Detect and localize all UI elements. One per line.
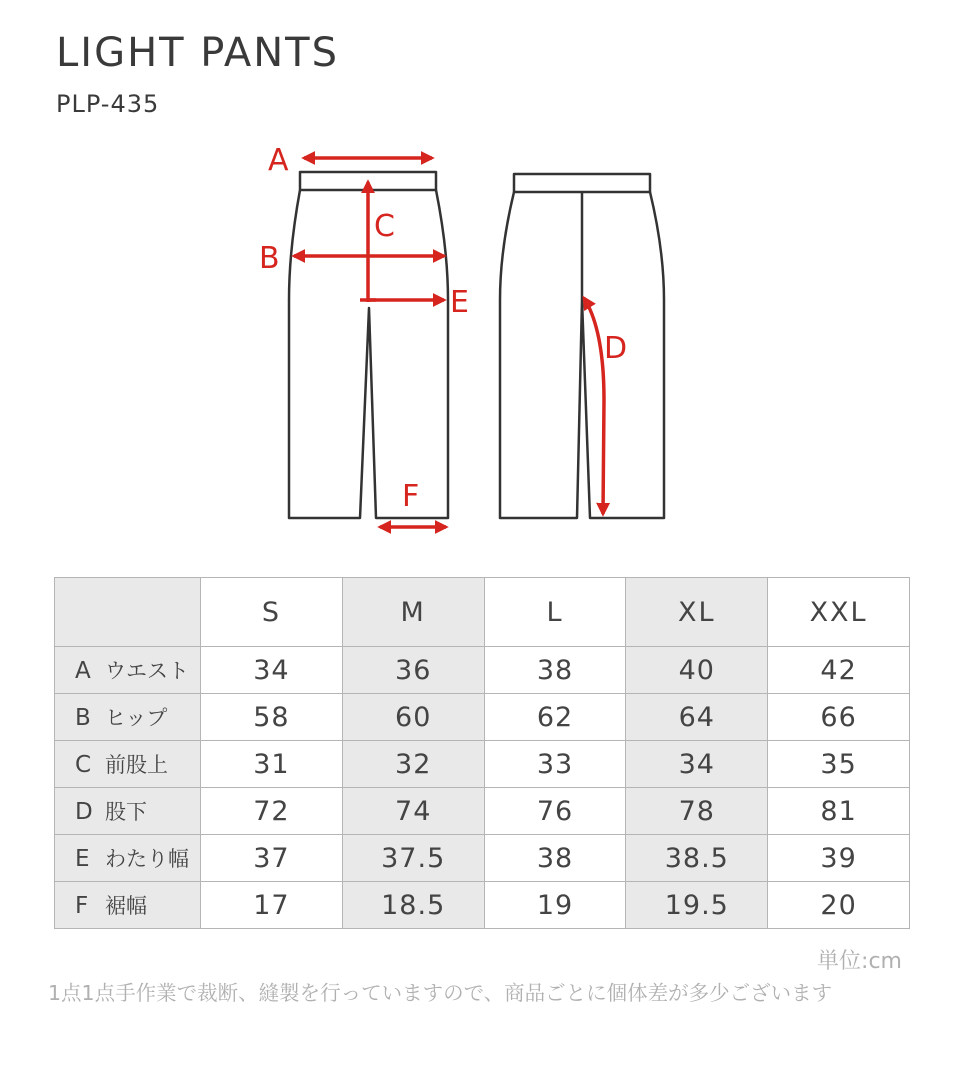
- measurement-value: 60: [342, 694, 484, 741]
- size-header: M: [342, 578, 484, 647]
- header-corner: [55, 578, 201, 647]
- measurement-label: [55, 882, 201, 929]
- measurement-name: ウエスト: [105, 659, 189, 683]
- measurement-key: B: [75, 705, 91, 731]
- label-c: C: [374, 209, 395, 244]
- measurement-value: 35: [768, 741, 910, 788]
- size-table: [54, 577, 910, 929]
- product-title: LIGHT PANTS: [56, 30, 339, 76]
- measurement-value: 72: [201, 788, 343, 835]
- table-row: [55, 835, 910, 882]
- measurement-value: 32: [342, 741, 484, 788]
- measurement-name: ヒップ: [105, 706, 168, 730]
- label-a: A: [268, 143, 289, 178]
- measurement-key: A: [75, 658, 91, 684]
- measurement-value: 19.5: [626, 882, 768, 929]
- label-d: D: [604, 331, 628, 366]
- table-row: [55, 741, 910, 788]
- measurement-label: [55, 835, 201, 882]
- unit-label: 単位:cm: [817, 949, 902, 974]
- measurement-value: 38: [484, 835, 626, 882]
- measurement-value: 74: [342, 788, 484, 835]
- measurement-name: 股下: [105, 800, 147, 824]
- handmade-note: 1点1点手作業で裁断、縫製を行っていますので、商品ごとに個体差が多少ございます: [48, 981, 833, 1005]
- measurement-value: 17: [201, 882, 343, 929]
- measurement-value: 34: [201, 647, 343, 694]
- measurement-value: 19: [484, 882, 626, 929]
- size-header-row: [55, 578, 910, 647]
- measurement-value: 34: [626, 741, 768, 788]
- size-header: S: [201, 578, 343, 647]
- measurement-value: 81: [768, 788, 910, 835]
- measurement-key: C: [75, 752, 92, 778]
- measurement-value: 62: [484, 694, 626, 741]
- measurement-value: 18.5: [342, 882, 484, 929]
- measurement-label: [55, 647, 201, 694]
- table-row: [55, 788, 910, 835]
- size-header: XXL: [768, 578, 910, 647]
- measurement-value: 38: [484, 647, 626, 694]
- size-header: L: [484, 578, 626, 647]
- measurement-value: 37: [201, 835, 343, 882]
- measurement-value: 58: [201, 694, 343, 741]
- measurement-key: F: [75, 893, 89, 919]
- measurement-value: 20: [768, 882, 910, 929]
- back-pants-outline: [500, 174, 664, 518]
- label-f: F: [402, 479, 420, 514]
- label-e: E: [450, 285, 469, 320]
- measurement-key: E: [75, 846, 90, 872]
- measurement-value: 36: [342, 647, 484, 694]
- size-header: XL: [626, 578, 768, 647]
- measurement-value: 40: [626, 647, 768, 694]
- measurement-value: 66: [768, 694, 910, 741]
- table-row: [55, 882, 910, 929]
- measurement-label: [55, 694, 201, 741]
- measurement-value: 76: [484, 788, 626, 835]
- measurement-name: わたり幅: [105, 847, 189, 871]
- table-row: [55, 694, 910, 741]
- measurement-name: 裾幅: [105, 894, 147, 918]
- label-b: B: [259, 241, 280, 276]
- product-code: PLP-435: [56, 90, 160, 118]
- measurement-label: [55, 788, 201, 835]
- measurement-value: 38.5: [626, 835, 768, 882]
- measurement-value: 78: [626, 788, 768, 835]
- measurement-value: 37.5: [342, 835, 484, 882]
- measurement-value: 33: [484, 741, 626, 788]
- measurement-label: [55, 741, 201, 788]
- measurement-value: 31: [201, 741, 343, 788]
- measurement-key: D: [75, 799, 93, 825]
- measurement-value: 64: [626, 694, 768, 741]
- measurement-name: 前股上: [105, 753, 168, 777]
- measurement-value: 39: [768, 835, 910, 882]
- table-row: [55, 647, 910, 694]
- measurement-value: 42: [768, 647, 910, 694]
